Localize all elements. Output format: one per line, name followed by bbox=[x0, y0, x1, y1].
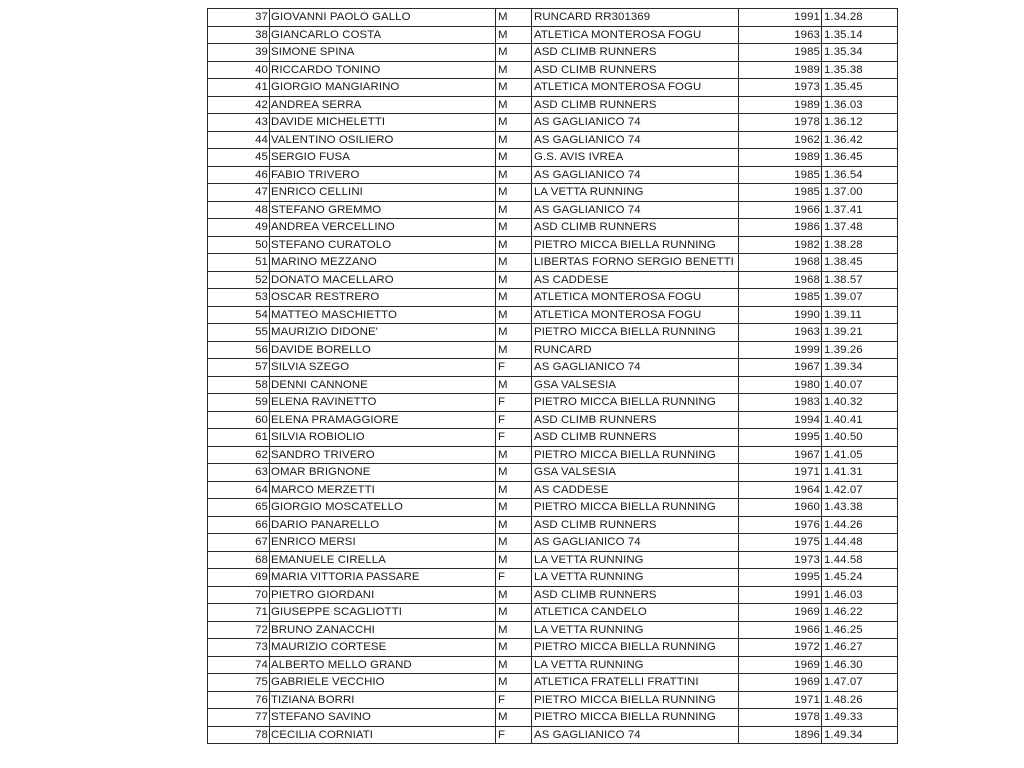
finish-time-cell: 1.37.00 bbox=[822, 184, 898, 202]
athlete-name-cell: BRUNO ZANACCHI bbox=[270, 621, 496, 639]
table-row bbox=[208, 516, 898, 534]
birth-year-cell: 1985 bbox=[739, 44, 822, 62]
sex-cell: F bbox=[496, 726, 532, 744]
table-row bbox=[208, 131, 898, 149]
table-row bbox=[208, 586, 898, 604]
athlete-name-cell: ELENA RAVINETTO bbox=[270, 394, 496, 412]
sex-cell: M bbox=[496, 306, 532, 324]
sex-cell: M bbox=[496, 656, 532, 674]
club-cell: ATLETICA MONTEROSA FOGU bbox=[532, 26, 739, 44]
birth-year-cell: 1962 bbox=[739, 131, 822, 149]
club-cell: RUNCARD bbox=[532, 341, 739, 359]
sex-cell: M bbox=[496, 236, 532, 254]
table-row bbox=[208, 726, 898, 744]
sex-cell: M bbox=[496, 674, 532, 692]
sex-cell: M bbox=[496, 551, 532, 569]
sex-cell: M bbox=[496, 201, 532, 219]
sex-cell: M bbox=[496, 376, 532, 394]
athlete-name-cell: VALENTINO OSILIERO bbox=[270, 131, 496, 149]
club-cell: LA VETTA RUNNING bbox=[532, 656, 739, 674]
table-row bbox=[208, 446, 898, 464]
finish-time-cell: 1.37.41 bbox=[822, 201, 898, 219]
club-cell: ATLETICA MONTEROSA FOGU bbox=[532, 306, 739, 324]
table-row bbox=[208, 691, 898, 709]
position-cell: 49 bbox=[208, 219, 270, 237]
sex-cell: M bbox=[496, 621, 532, 639]
finish-time-cell: 1.46.30 bbox=[822, 656, 898, 674]
birth-year-cell: 1976 bbox=[739, 516, 822, 534]
finish-time-cell: 1.48.26 bbox=[822, 691, 898, 709]
sex-cell: F bbox=[496, 411, 532, 429]
finish-time-cell: 1.41.31 bbox=[822, 464, 898, 482]
sex-cell: F bbox=[496, 691, 532, 709]
table-row bbox=[208, 394, 898, 412]
athlete-name-cell: DAVIDE BORELLO bbox=[270, 341, 496, 359]
club-cell: PIETRO MICCA BIELLA RUNNING bbox=[532, 324, 739, 342]
sex-cell: M bbox=[496, 219, 532, 237]
birth-year-cell: 1963 bbox=[739, 26, 822, 44]
sex-cell: F bbox=[496, 359, 532, 377]
finish-time-cell: 1.43.38 bbox=[822, 499, 898, 517]
athlete-name-cell: MARIA VITTORIA PASSARE bbox=[270, 569, 496, 587]
sex-cell: M bbox=[496, 61, 532, 79]
sex-cell: F bbox=[496, 569, 532, 587]
sex-cell: M bbox=[496, 289, 532, 307]
position-cell: 61 bbox=[208, 429, 270, 447]
birth-year-cell: 1969 bbox=[739, 674, 822, 692]
athlete-name-cell: STEFANO GREMMO bbox=[270, 201, 496, 219]
athlete-name-cell: DONATO MACELLARO bbox=[270, 271, 496, 289]
athlete-name-cell: CECILIA CORNIATI bbox=[270, 726, 496, 744]
table-row bbox=[208, 639, 898, 657]
athlete-name-cell: OSCAR RESTRERO bbox=[270, 289, 496, 307]
finish-time-cell: 1.44.26 bbox=[822, 516, 898, 534]
athlete-name-cell: ENRICO MERSI bbox=[270, 534, 496, 552]
birth-year-cell: 1994 bbox=[739, 411, 822, 429]
birth-year-cell: 1963 bbox=[739, 324, 822, 342]
table-row bbox=[208, 534, 898, 552]
birth-year-cell: 1983 bbox=[739, 394, 822, 412]
finish-time-cell: 1.44.48 bbox=[822, 534, 898, 552]
club-cell: AS GAGLIANICO 74 bbox=[532, 166, 739, 184]
club-cell: ASD CLIMB RUNNERS bbox=[532, 516, 739, 534]
athlete-name-cell: GIUSEPPE SCAGLIOTTI bbox=[270, 604, 496, 622]
club-cell: ASD CLIMB RUNNERS bbox=[532, 411, 739, 429]
finish-time-cell: 1.35.45 bbox=[822, 79, 898, 97]
position-cell: 76 bbox=[208, 691, 270, 709]
athlete-name-cell: MATTEO MASCHIETTO bbox=[270, 306, 496, 324]
table-row bbox=[208, 674, 898, 692]
club-cell: LA VETTA RUNNING bbox=[532, 184, 739, 202]
position-cell: 42 bbox=[208, 96, 270, 114]
table-row bbox=[208, 306, 898, 324]
sex-cell: M bbox=[496, 166, 532, 184]
position-cell: 68 bbox=[208, 551, 270, 569]
sex-cell: M bbox=[496, 446, 532, 464]
finish-time-cell: 1.35.14 bbox=[822, 26, 898, 44]
results-table bbox=[207, 8, 898, 744]
position-cell: 57 bbox=[208, 359, 270, 377]
birth-year-cell: 1978 bbox=[739, 709, 822, 727]
athlete-name-cell: FABIO TRIVERO bbox=[270, 166, 496, 184]
table-row bbox=[208, 201, 898, 219]
sex-cell: F bbox=[496, 394, 532, 412]
club-cell: AS CADDESE bbox=[532, 271, 739, 289]
table-row bbox=[208, 709, 898, 727]
finish-time-cell: 1.36.12 bbox=[822, 114, 898, 132]
sex-cell: M bbox=[496, 44, 532, 62]
table-row bbox=[208, 271, 898, 289]
position-cell: 64 bbox=[208, 481, 270, 499]
position-cell: 48 bbox=[208, 201, 270, 219]
club-cell: GSA VALSESIA bbox=[532, 376, 739, 394]
birth-year-cell: 1968 bbox=[739, 254, 822, 272]
club-cell: AS GAGLIANICO 74 bbox=[532, 534, 739, 552]
sex-cell: M bbox=[496, 271, 532, 289]
club-cell: ATLETICA FRATELLI FRATTINI bbox=[532, 674, 739, 692]
birth-year-cell: 1990 bbox=[739, 306, 822, 324]
birth-year-cell: 1975 bbox=[739, 534, 822, 552]
position-cell: 77 bbox=[208, 709, 270, 727]
finish-time-cell: 1.49.33 bbox=[822, 709, 898, 727]
club-cell: AS GAGLIANICO 74 bbox=[532, 359, 739, 377]
athlete-name-cell: DARIO PANARELLO bbox=[270, 516, 496, 534]
club-cell: PIETRO MICCA BIELLA RUNNING bbox=[532, 236, 739, 254]
position-cell: 39 bbox=[208, 44, 270, 62]
finish-time-cell: 1.35.34 bbox=[822, 44, 898, 62]
club-cell: ASD CLIMB RUNNERS bbox=[532, 586, 739, 604]
sex-cell: M bbox=[496, 499, 532, 517]
finish-time-cell: 1.36.42 bbox=[822, 131, 898, 149]
position-cell: 69 bbox=[208, 569, 270, 587]
position-cell: 66 bbox=[208, 516, 270, 534]
position-cell: 74 bbox=[208, 656, 270, 674]
table-row bbox=[208, 429, 898, 447]
birth-year-cell: 1995 bbox=[739, 569, 822, 587]
sex-cell: M bbox=[496, 26, 532, 44]
position-cell: 52 bbox=[208, 271, 270, 289]
position-cell: 73 bbox=[208, 639, 270, 657]
sex-cell: M bbox=[496, 481, 532, 499]
finish-time-cell: 1.40.41 bbox=[822, 411, 898, 429]
finish-time-cell: 1.37.48 bbox=[822, 219, 898, 237]
sex-cell: F bbox=[496, 429, 532, 447]
athlete-name-cell: DENNI CANNONE bbox=[270, 376, 496, 394]
club-cell: AS GAGLIANICO 74 bbox=[532, 201, 739, 219]
birth-year-cell: 1985 bbox=[739, 166, 822, 184]
birth-year-cell: 1980 bbox=[739, 376, 822, 394]
birth-year-cell: 1966 bbox=[739, 201, 822, 219]
athlete-name-cell: STEFANO SAVINO bbox=[270, 709, 496, 727]
finish-time-cell: 1.49.34 bbox=[822, 726, 898, 744]
table-row bbox=[208, 499, 898, 517]
finish-time-cell: 1.46.03 bbox=[822, 586, 898, 604]
athlete-name-cell: PIETRO GIORDANI bbox=[270, 586, 496, 604]
finish-time-cell: 1.41.05 bbox=[822, 446, 898, 464]
table-row bbox=[208, 656, 898, 674]
club-cell: LA VETTA RUNNING bbox=[532, 551, 739, 569]
table-row bbox=[208, 289, 898, 307]
position-cell: 71 bbox=[208, 604, 270, 622]
sex-cell: M bbox=[496, 341, 532, 359]
birth-year-cell: 1991 bbox=[739, 586, 822, 604]
club-cell: ATLETICA CANDELO bbox=[532, 604, 739, 622]
club-cell: LA VETTA RUNNING bbox=[532, 621, 739, 639]
table-row bbox=[208, 9, 898, 27]
birth-year-cell: 1973 bbox=[739, 79, 822, 97]
table-row bbox=[208, 184, 898, 202]
table-row bbox=[208, 359, 898, 377]
sex-cell: M bbox=[496, 96, 532, 114]
position-cell: 38 bbox=[208, 26, 270, 44]
table-row bbox=[208, 551, 898, 569]
finish-time-cell: 1.36.45 bbox=[822, 149, 898, 167]
birth-year-cell: 1896 bbox=[739, 726, 822, 744]
finish-time-cell: 1.47.07 bbox=[822, 674, 898, 692]
table-row bbox=[208, 569, 898, 587]
athlete-name-cell: TIZIANA BORRI bbox=[270, 691, 496, 709]
athlete-name-cell: ELENA PRAMAGGIORE bbox=[270, 411, 496, 429]
birth-year-cell: 1960 bbox=[739, 499, 822, 517]
finish-time-cell: 1.39.11 bbox=[822, 306, 898, 324]
club-cell: ASD CLIMB RUNNERS bbox=[532, 44, 739, 62]
position-cell: 56 bbox=[208, 341, 270, 359]
birth-year-cell: 1964 bbox=[739, 481, 822, 499]
table-row bbox=[208, 341, 898, 359]
finish-time-cell: 1.46.27 bbox=[822, 639, 898, 657]
position-cell: 78 bbox=[208, 726, 270, 744]
club-cell: ASD CLIMB RUNNERS bbox=[532, 61, 739, 79]
club-cell: PIETRO MICCA BIELLA RUNNING bbox=[532, 446, 739, 464]
athlete-name-cell: GIORGIO MOSCATELLO bbox=[270, 499, 496, 517]
club-cell: ATLETICA MONTEROSA FOGU bbox=[532, 79, 739, 97]
position-cell: 72 bbox=[208, 621, 270, 639]
position-cell: 58 bbox=[208, 376, 270, 394]
athlete-name-cell: MARINO MEZZANO bbox=[270, 254, 496, 272]
finish-time-cell: 1.40.50 bbox=[822, 429, 898, 447]
athlete-name-cell: MAURIZIO CORTESE bbox=[270, 639, 496, 657]
club-cell: AS GAGLIANICO 74 bbox=[532, 726, 739, 744]
birth-year-cell: 1971 bbox=[739, 464, 822, 482]
athlete-name-cell: MAURIZIO DIDONE' bbox=[270, 324, 496, 342]
table-row bbox=[208, 114, 898, 132]
club-cell: GSA VALSESIA bbox=[532, 464, 739, 482]
club-cell: PIETRO MICCA BIELLA RUNNING bbox=[532, 394, 739, 412]
club-cell: PIETRO MICCA BIELLA RUNNING bbox=[532, 639, 739, 657]
position-cell: 54 bbox=[208, 306, 270, 324]
position-cell: 70 bbox=[208, 586, 270, 604]
athlete-name-cell: ALBERTO MELLO GRAND bbox=[270, 656, 496, 674]
athlete-name-cell: GIORGIO MANGIARINO bbox=[270, 79, 496, 97]
athlete-name-cell: ANDREA VERCELLINO bbox=[270, 219, 496, 237]
table-row bbox=[208, 149, 898, 167]
birth-year-cell: 1982 bbox=[739, 236, 822, 254]
club-cell: AS GAGLIANICO 74 bbox=[532, 114, 739, 132]
club-cell: LA VETTA RUNNING bbox=[532, 569, 739, 587]
athlete-name-cell: GIOVANNI PAOLO GALLO bbox=[270, 9, 496, 27]
sex-cell: M bbox=[496, 114, 532, 132]
athlete-name-cell: SANDRO TRIVERO bbox=[270, 446, 496, 464]
table-row bbox=[208, 604, 898, 622]
club-cell: ASD CLIMB RUNNERS bbox=[532, 219, 739, 237]
position-cell: 37 bbox=[208, 9, 270, 27]
club-cell: ATLETICA MONTEROSA FOGU bbox=[532, 289, 739, 307]
athlete-name-cell: EMANUELE CIRELLA bbox=[270, 551, 496, 569]
table-row bbox=[208, 61, 898, 79]
birth-year-cell: 1969 bbox=[739, 604, 822, 622]
birth-year-cell: 1967 bbox=[739, 446, 822, 464]
table-row bbox=[208, 621, 898, 639]
club-cell: AS GAGLIANICO 74 bbox=[532, 131, 739, 149]
sex-cell: M bbox=[496, 131, 532, 149]
birth-year-cell: 1989 bbox=[739, 149, 822, 167]
table-row bbox=[208, 96, 898, 114]
position-cell: 43 bbox=[208, 114, 270, 132]
table-row bbox=[208, 236, 898, 254]
table-row bbox=[208, 324, 898, 342]
sex-cell: M bbox=[496, 79, 532, 97]
birth-year-cell: 1989 bbox=[739, 96, 822, 114]
sex-cell: M bbox=[496, 324, 532, 342]
finish-time-cell: 1.39.21 bbox=[822, 324, 898, 342]
sex-cell: M bbox=[496, 184, 532, 202]
birth-year-cell: 1985 bbox=[739, 289, 822, 307]
table-row bbox=[208, 166, 898, 184]
sex-cell: M bbox=[496, 604, 532, 622]
club-cell: PIETRO MICCA BIELLA RUNNING bbox=[532, 499, 739, 517]
athlete-name-cell: SILVIA SZEGO bbox=[270, 359, 496, 377]
position-cell: 53 bbox=[208, 289, 270, 307]
position-cell: 62 bbox=[208, 446, 270, 464]
athlete-name-cell: GIANCARLO COSTA bbox=[270, 26, 496, 44]
sex-cell: M bbox=[496, 9, 532, 27]
position-cell: 59 bbox=[208, 394, 270, 412]
athlete-name-cell: ENRICO CELLINI bbox=[270, 184, 496, 202]
birth-year-cell: 1967 bbox=[739, 359, 822, 377]
position-cell: 51 bbox=[208, 254, 270, 272]
finish-time-cell: 1.38.45 bbox=[822, 254, 898, 272]
sex-cell: M bbox=[496, 586, 532, 604]
birth-year-cell: 1991 bbox=[739, 9, 822, 27]
sex-cell: M bbox=[496, 639, 532, 657]
position-cell: 55 bbox=[208, 324, 270, 342]
club-cell: PIETRO MICCA BIELLA RUNNING bbox=[532, 691, 739, 709]
position-cell: 50 bbox=[208, 236, 270, 254]
finish-time-cell: 1.42.07 bbox=[822, 481, 898, 499]
finish-time-cell: 1.39.34 bbox=[822, 359, 898, 377]
position-cell: 75 bbox=[208, 674, 270, 692]
birth-year-cell: 1986 bbox=[739, 219, 822, 237]
sex-cell: M bbox=[496, 516, 532, 534]
athlete-name-cell: GABRIELE VECCHIO bbox=[270, 674, 496, 692]
athlete-name-cell: STEFANO CURATOLO bbox=[270, 236, 496, 254]
birth-year-cell: 1971 bbox=[739, 691, 822, 709]
finish-time-cell: 1.39.26 bbox=[822, 341, 898, 359]
sex-cell: M bbox=[496, 534, 532, 552]
birth-year-cell: 1966 bbox=[739, 621, 822, 639]
athlete-name-cell: SILVIA ROBIOLIO bbox=[270, 429, 496, 447]
club-cell: RUNCARD RR301369 bbox=[532, 9, 739, 27]
position-cell: 47 bbox=[208, 184, 270, 202]
finish-time-cell: 1.38.57 bbox=[822, 271, 898, 289]
table-row bbox=[208, 79, 898, 97]
position-cell: 46 bbox=[208, 166, 270, 184]
finish-time-cell: 1.36.03 bbox=[822, 96, 898, 114]
athlete-name-cell: DAVIDE MICHELETTI bbox=[270, 114, 496, 132]
finish-time-cell: 1.46.22 bbox=[822, 604, 898, 622]
table-row bbox=[208, 464, 898, 482]
birth-year-cell: 1968 bbox=[739, 271, 822, 289]
table-row bbox=[208, 376, 898, 394]
athlete-name-cell: MARCO MERZETTI bbox=[270, 481, 496, 499]
sex-cell: M bbox=[496, 149, 532, 167]
sex-cell: M bbox=[496, 254, 532, 272]
finish-time-cell: 1.39.07 bbox=[822, 289, 898, 307]
club-cell: LIBERTAS FORNO SERGIO BENETTI bbox=[532, 254, 739, 272]
birth-year-cell: 1969 bbox=[739, 656, 822, 674]
sex-cell: M bbox=[496, 709, 532, 727]
athlete-name-cell: RICCARDO TONINO bbox=[270, 61, 496, 79]
position-cell: 63 bbox=[208, 464, 270, 482]
club-cell: G.S. AVIS IVREA bbox=[532, 149, 739, 167]
athlete-name-cell: SERGIO FUSA bbox=[270, 149, 496, 167]
birth-year-cell: 1978 bbox=[739, 114, 822, 132]
table-row bbox=[208, 26, 898, 44]
finish-time-cell: 1.38.28 bbox=[822, 236, 898, 254]
birth-year-cell: 1985 bbox=[739, 184, 822, 202]
position-cell: 67 bbox=[208, 534, 270, 552]
position-cell: 41 bbox=[208, 79, 270, 97]
position-cell: 65 bbox=[208, 499, 270, 517]
birth-year-cell: 1973 bbox=[739, 551, 822, 569]
finish-time-cell: 1.40.07 bbox=[822, 376, 898, 394]
finish-time-cell: 1.36.54 bbox=[822, 166, 898, 184]
athlete-name-cell: SIMONE SPINA bbox=[270, 44, 496, 62]
table-row bbox=[208, 254, 898, 272]
table-row bbox=[208, 219, 898, 237]
birth-year-cell: 1995 bbox=[739, 429, 822, 447]
table-row bbox=[208, 481, 898, 499]
finish-time-cell: 1.46.25 bbox=[822, 621, 898, 639]
table-row bbox=[208, 411, 898, 429]
club-cell: ASD CLIMB RUNNERS bbox=[532, 96, 739, 114]
position-cell: 44 bbox=[208, 131, 270, 149]
finish-time-cell: 1.35.38 bbox=[822, 61, 898, 79]
club-cell: PIETRO MICCA BIELLA RUNNING bbox=[532, 709, 739, 727]
club-cell: AS CADDESE bbox=[532, 481, 739, 499]
finish-time-cell: 1.40.32 bbox=[822, 394, 898, 412]
athlete-name-cell: ANDREA SERRA bbox=[270, 96, 496, 114]
position-cell: 40 bbox=[208, 61, 270, 79]
club-cell: ASD CLIMB RUNNERS bbox=[532, 429, 739, 447]
position-cell: 60 bbox=[208, 411, 270, 429]
finish-time-cell: 1.34.28 bbox=[822, 9, 898, 27]
birth-year-cell: 1999 bbox=[739, 341, 822, 359]
birth-year-cell: 1972 bbox=[739, 639, 822, 657]
position-cell: 45 bbox=[208, 149, 270, 167]
finish-time-cell: 1.44.58 bbox=[822, 551, 898, 569]
sex-cell: M bbox=[496, 464, 532, 482]
finish-time-cell: 1.45.24 bbox=[822, 569, 898, 587]
birth-year-cell: 1989 bbox=[739, 61, 822, 79]
table-row bbox=[208, 44, 898, 62]
athlete-name-cell: OMAR BRIGNONE bbox=[270, 464, 496, 482]
results-table-body bbox=[208, 9, 898, 744]
